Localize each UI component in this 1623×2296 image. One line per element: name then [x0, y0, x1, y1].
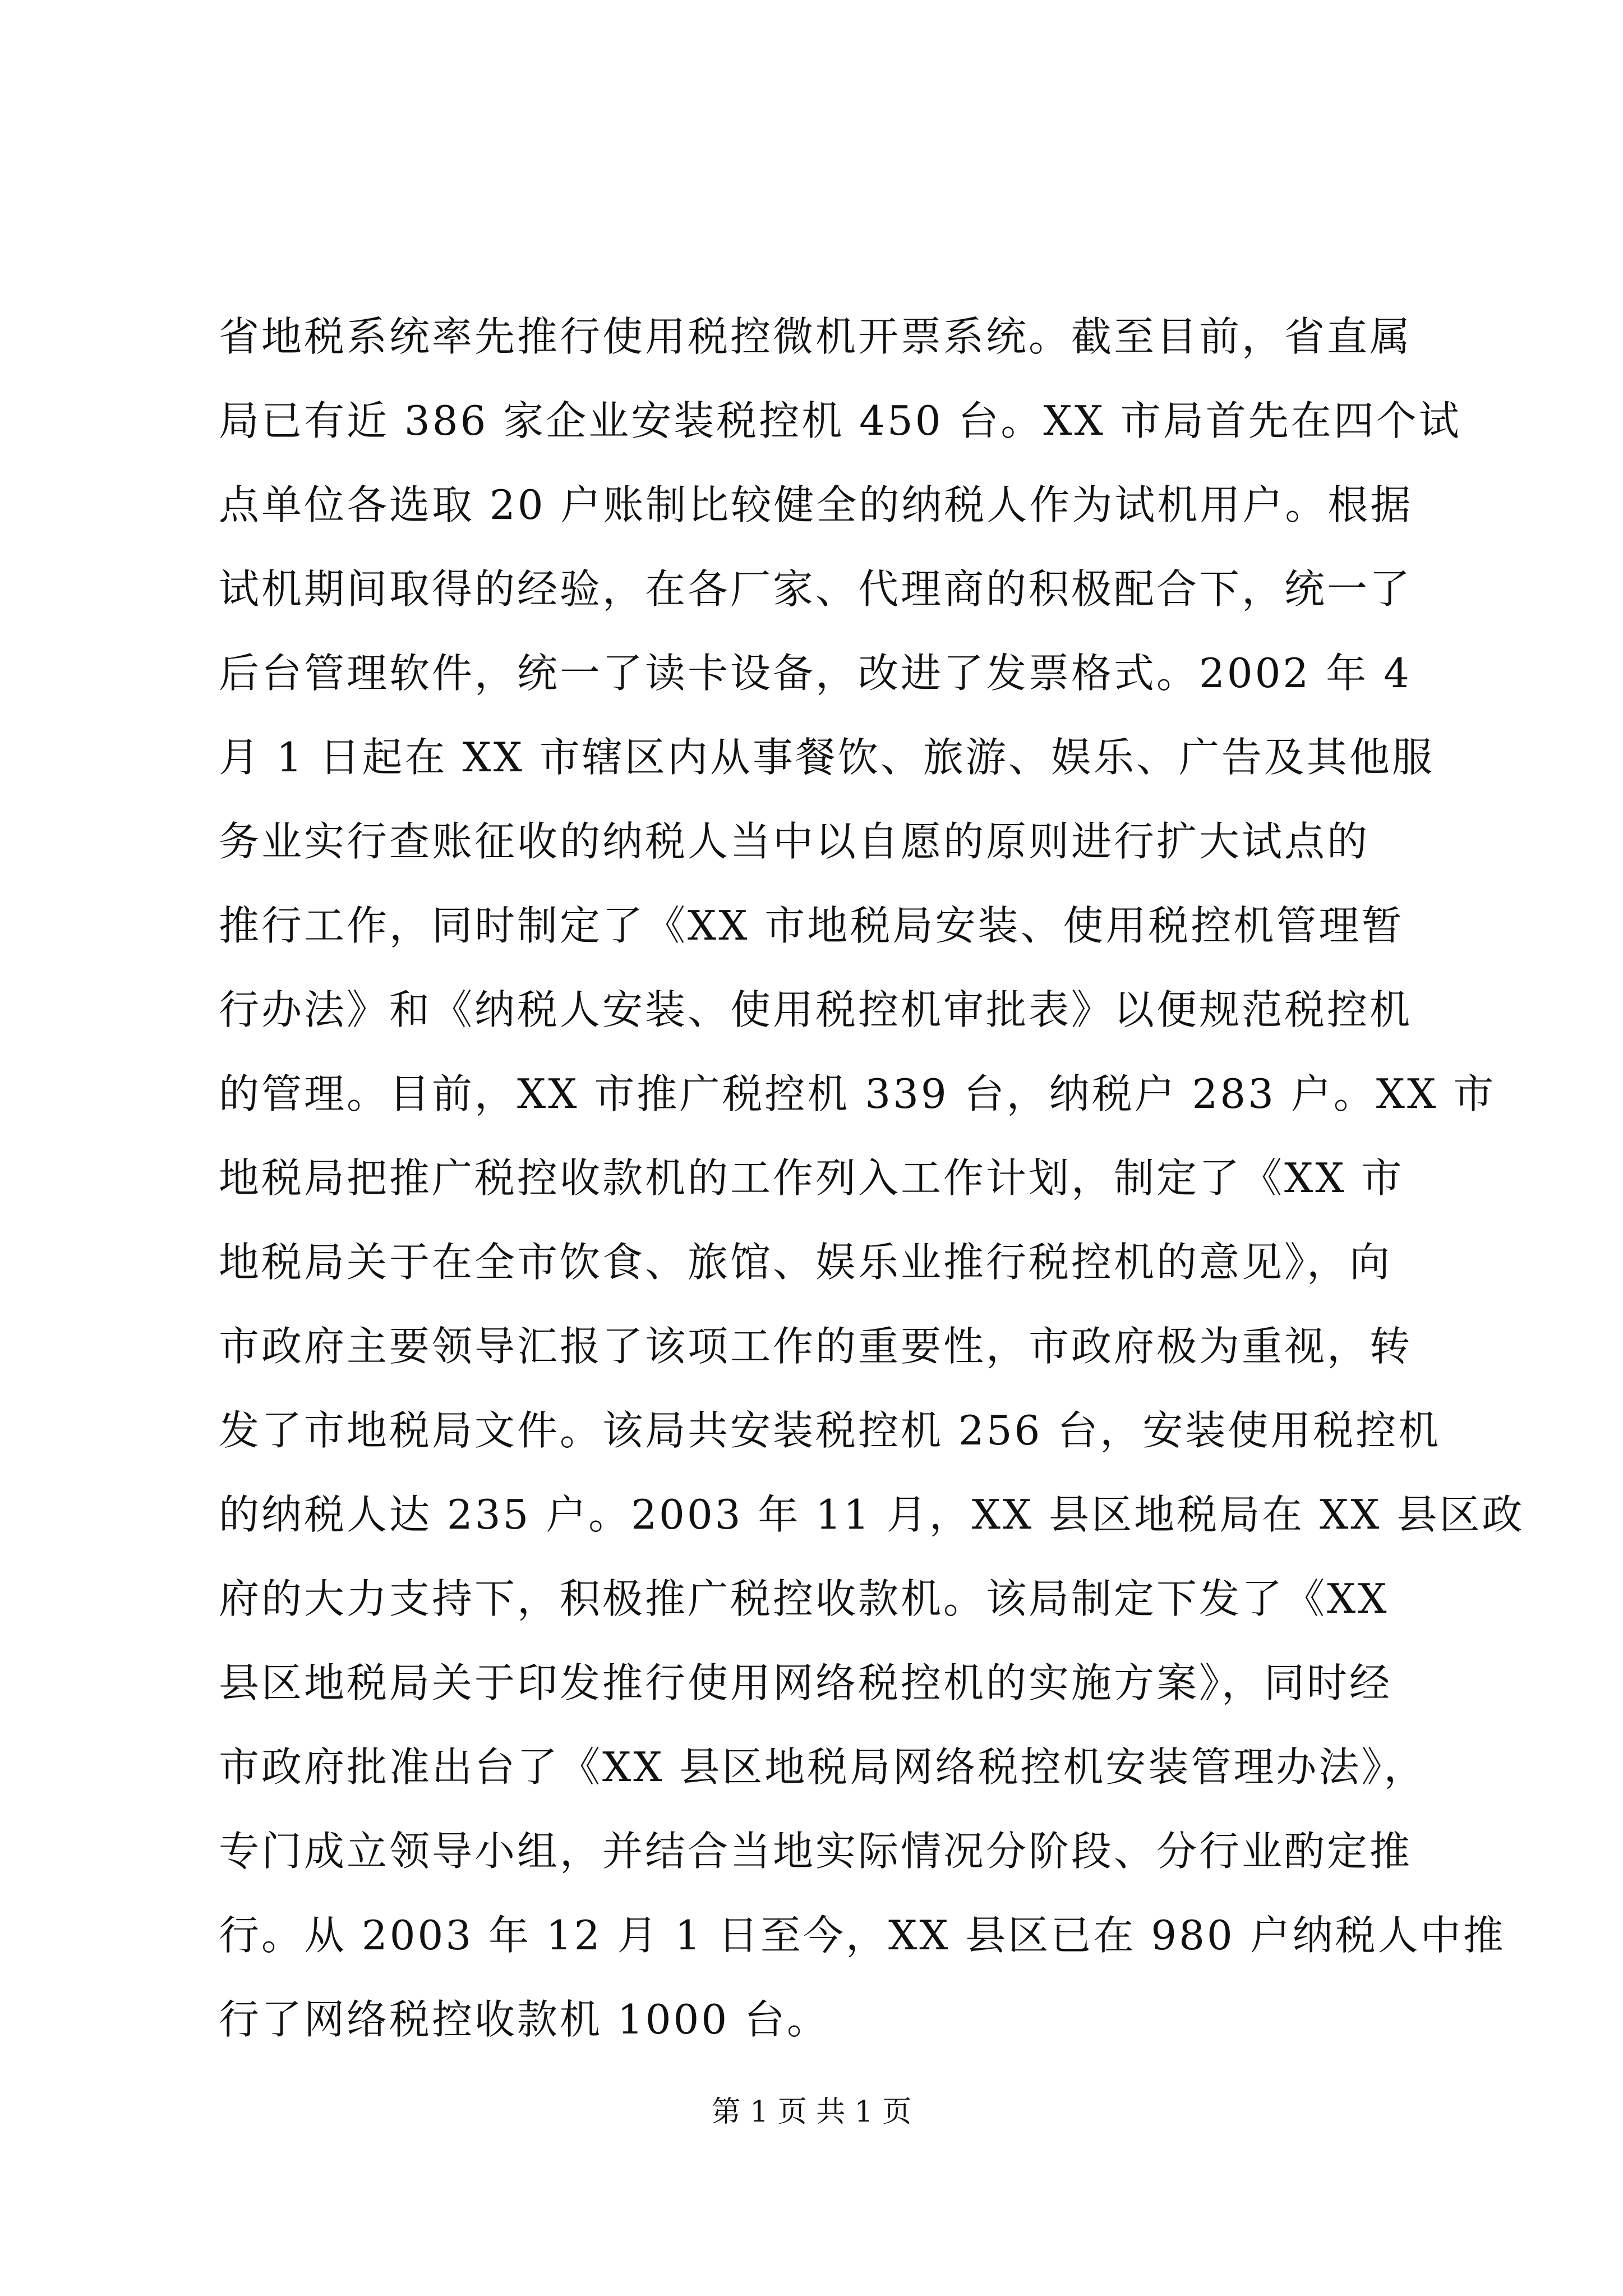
page-number-footer: 第 1 页 共 1 页: [711, 2095, 912, 2129]
text-line: 专门成立领导小组，并结合当地实际情况分阶段、分行业酌定推: [219, 1828, 1413, 1875]
text-line: 发了市地税局文件。该局共安装税控机 256 台，安装使用税控机: [219, 1407, 1441, 1454]
text-line: 的纳税人达 235 户。2003 年 11 月，XX 县区地税局在 XX 县区政: [219, 1491, 1525, 1538]
text-line: 行了网络税控收款机 1000 台。: [219, 1996, 830, 2043]
text-line: 务业实行查账征收的纳税人当中以自愿的原则进行扩大试点的: [219, 818, 1370, 865]
text-line: 地税局关于在全市饮食、旅馆、娱乐业推行税控机的意见》，向: [219, 1239, 1393, 1286]
text-line: 局已有近 386 家企业安装税控机 450 台。XX 市局首先在四个试: [219, 397, 1461, 444]
body-paragraph: [219, 295, 1525, 2062]
text-line: 后台管理软件，统一了读卡设备，改进了发票格式。2002 年 4: [219, 650, 1412, 697]
text-line: 推行工作，同时制定了《XX 市地税局安装、使用税控机管理暂: [219, 902, 1404, 949]
text-line: 市政府主要领导汇报了该项工作的重要性，市政府极为重视，转: [219, 1323, 1413, 1370]
text-line: 地税局把推广税控收款机的工作列入工作计划，制定了《XX 市: [219, 1154, 1404, 1202]
text-line: 府的大力支持下，积极推广税控收款机。该局制定下发了《XX: [219, 1575, 1389, 1622]
text-line: 县区地税局关于印发推行使用网络税控机的实施方案》，同时经: [219, 1659, 1393, 1706]
text-line: 试机期间取得的经验，在各厂家、代理商的积极配合下，统一了: [219, 565, 1413, 613]
text-line: 点单位各选取 20 户账制比较健全的纳税人作为试机用户。根据: [219, 481, 1413, 528]
text-line: 的管理。目前，XX 市推广税控机 339 台，纳税户 283 户。XX 市: [219, 1070, 1496, 1117]
text-line: 市政府批准出台了《XX 县区地税局网络税控机安装管理办法》，: [219, 1743, 1427, 1791]
text-line: 行办法》和《纳税人安装、使用税控机审批表》以便规范税控机: [219, 986, 1413, 1033]
text-line: 省地税系统率先推行使用税控微机开票系统。截至目前，省直属: [219, 313, 1413, 360]
text-line: 行。从 2003 年 12 月 1 日至今，XX 县区已在 980 户纳税人中推: [219, 1912, 1506, 1959]
text-line: 月 1 日起在 XX 市辖区内从事餐饮、旅游、娱乐、广告及其他服: [219, 734, 1435, 781]
